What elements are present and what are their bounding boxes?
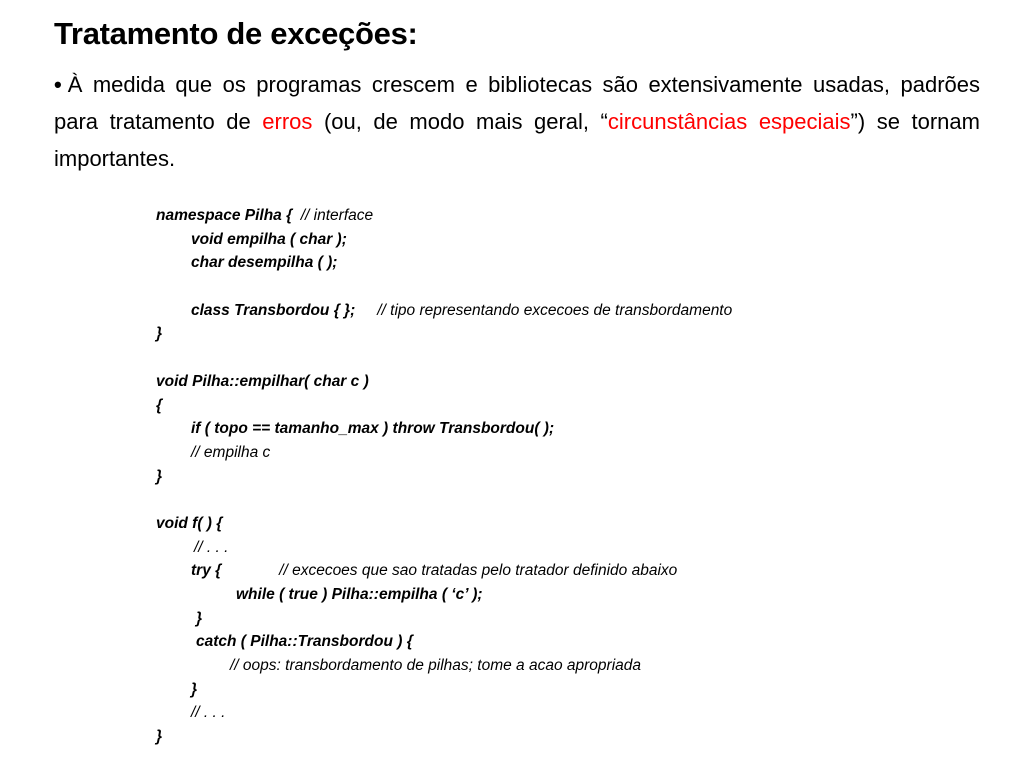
code-line-15 <box>156 536 976 560</box>
code-line-8 <box>156 370 976 394</box>
code-line-1 <box>156 204 976 228</box>
code-line-21 <box>156 678 976 702</box>
code-open-brace: { <box>156 396 163 414</box>
code-line-11 <box>156 441 976 465</box>
code-comment-empilha-c: // empilha c <box>191 443 271 461</box>
code-close-f: } <box>156 728 163 746</box>
code-line-20 <box>156 654 976 678</box>
code-close-try: } <box>196 609 203 627</box>
code-catch: catch ( Pilha::Transbordou ) { <box>196 633 413 651</box>
code-comment-excecoes: // excecoes que sao tratadas pelo tratador definido abaixo <box>279 562 678 580</box>
bullet-marker: • <box>54 72 62 97</box>
code-empilha-decl: void empilha ( char ); <box>191 230 347 248</box>
code-line-2 <box>156 228 976 252</box>
code-while-loop: while ( true ) Pilha::empilha ( ‘c’ ); <box>236 586 483 603</box>
code-comment-tipo: // tipo representando excecoes de transbordamento <box>377 301 733 319</box>
code-close-catch: } <box>191 680 198 698</box>
slide-title: Tratamento de exceções: <box>54 16 418 51</box>
code-f-def: void f( ) { <box>156 514 223 532</box>
code-line-17 <box>156 583 976 607</box>
code-line-blank-2 <box>156 346 976 370</box>
code-namespace: namespace Pilha { <box>156 207 293 224</box>
highlight-erros: erros <box>262 109 313 134</box>
code-listing <box>156 204 976 749</box>
code-comment-ellipsis-1: // . . . <box>194 538 229 556</box>
code-close-brace: } <box>156 467 163 485</box>
code-line-16 <box>156 559 976 583</box>
code-line-9 <box>156 394 976 418</box>
code-comment-ellipsis-2: // . . . <box>191 704 226 722</box>
code-line-14 <box>156 512 976 536</box>
code-line-blank-3 <box>156 488 976 512</box>
bullet-text-part-3: ”) se tornam importantes. <box>54 109 980 171</box>
code-empilhar-def: void Pilha::empilhar( char c ) <box>156 372 369 390</box>
code-desempilha-decl: char desempilha ( ); <box>191 254 338 272</box>
code-line-19 <box>156 630 976 654</box>
code-line-18 <box>156 607 976 631</box>
code-comment-interface: // interface <box>300 207 374 224</box>
code-close-namespace: } <box>156 325 163 343</box>
bullet-paragraph <box>54 66 980 177</box>
bullet-text-part-2: (ou, de modo mais geral, “ <box>312 109 608 134</box>
code-try: try { <box>191 562 222 580</box>
highlight-circunstancias-especiais: circunstâncias especiais <box>607 109 851 134</box>
bullet-text-part-1: À medida que os programas crescem e bibliotecas são extensivamente usadas, padrões para tratamento de <box>54 72 980 134</box>
code-line-blank-1 <box>156 275 976 299</box>
code-line-6 <box>156 322 976 346</box>
code-line-22 <box>156 701 976 725</box>
code-line-12 <box>156 465 976 489</box>
code-class-transbordou: class Transbordou { }; <box>191 301 356 319</box>
code-line-3 <box>156 251 976 275</box>
code-line-10 <box>156 417 976 441</box>
code-comment-oops: // oops: transbordamento de pilhas; tome a acao apropriada <box>230 657 642 675</box>
code-line-5 <box>156 299 976 323</box>
code-line-23 <box>156 725 976 749</box>
code-if-throw: if ( topo == tamanho_max ) throw Transbordou( ); <box>191 420 555 438</box>
